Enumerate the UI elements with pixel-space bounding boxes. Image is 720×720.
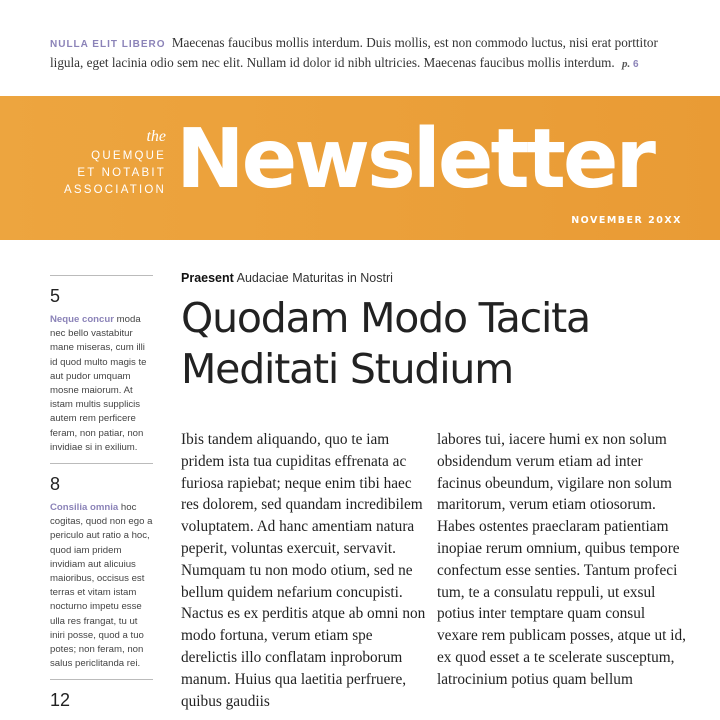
sidebar-item[interactable] xyxy=(50,463,153,679)
sidebar-item-text xyxy=(50,501,153,671)
article-kicker xyxy=(181,271,711,285)
page-prefix: p. xyxy=(622,58,631,70)
sidebar-item-body: hoc cogitas, quod non ego a periculo aut ratio a hoc, quod iam pridem invidiam aut alicuius maioribus, occisus est terras et vitam istam nocturno impetu esse ulla res frangat, tu ut iniri posse, quod a tuo potes; non feram, non salus periclitanda rei. xyxy=(50,502,153,670)
masthead-the: the xyxy=(146,128,166,145)
issue-date: NOVEMBER 20XX xyxy=(571,215,682,226)
top-blurb-page-ref[interactable] xyxy=(622,58,639,70)
org-line-2: ET NOTABIT xyxy=(77,167,166,179)
org-line-3: ASSOCIATION xyxy=(64,184,166,196)
top-blurb-kicker: NULLA ELIT LIBERO xyxy=(50,39,166,50)
article-column-1: Ibis tandem aliquando, quo te iam pridem ista tua cupiditas effrenata ac furiosa rapiebat; neque enim tibi haec res dolorem, sed quandam incredibilem voluptatem. Ad hanc amentiam natura peperit, voluntas exercuit, servavit. Numquam tu non modo otium, sed ne bellum quidem nefarium concupisti. Nactus es ex perditis atque ab omni non modo fortuna, verum etiam spe derelictis illo conflatam inproborum manum. Huius qua laetitia perfruere, quibus gaudiis xyxy=(181,431,426,710)
article-column-2: labores tui, iacere humi ex non solum obsidendum verum etiam ad inter facinus obeundum, vigilare non solum maritorum, verum etiam otiosorum. Habes ostentes praeclaram patientiam inopiae rerum omnium, quibus tempore confectum esse senties. Tantum profeci tum, te a consulatu reppuli, ut exsul potius inter temptare quam consul vexare rem publicam posses, atque ut id, ex quod esset a te scelerate susceptum, latrocinium potius quam bellum xyxy=(437,431,686,688)
sidebar-page-number: 5 xyxy=(50,286,61,306)
sidebar-item-lead: Neque concur xyxy=(50,314,114,325)
sidebar-page-number: 8 xyxy=(50,474,61,495)
sidebar-page-number: 12 xyxy=(50,690,71,711)
feature-article xyxy=(181,271,711,710)
masthead-banner xyxy=(0,96,720,240)
sidebar-item-lead: Consilia omnia xyxy=(50,502,119,514)
article-kicker-bold: Praesent xyxy=(181,271,234,285)
headline-line-1: Quodam Modo Tacita xyxy=(181,294,590,342)
org-line-1: QUEMQUE xyxy=(91,150,166,162)
top-blurb xyxy=(50,34,680,74)
newsletter-title: Newsletter xyxy=(176,112,653,207)
sidebar-item[interactable] xyxy=(50,275,153,463)
sidebar-item-text xyxy=(50,313,153,455)
sidebar-teasers xyxy=(50,275,153,720)
article-kicker-rest: Audaciae Maturitas in Nostri xyxy=(236,271,393,285)
sidebar-item[interactable] xyxy=(50,679,153,720)
headline-line-2: Meditati Studium xyxy=(181,345,513,393)
page-number: 6 xyxy=(633,59,639,70)
top-blurb-text: Maecenas faucibus mollis interdum. Duis mollis, est non commodo luctus, nisi erat porttitor ligula, eget lacinia odio sem nec elit. Nullam id dolor id nibh ultricies. Maecenas faucibus mollis interdum. xyxy=(50,35,658,70)
sidebar-item-body: moda nec bello vastabitur mane miseras, cum illi id quod multo magis te aut pudor umquam mosne maiorum. At istam multis supplicis autem rem perficere feram, non patiar, non invidiae si in exilium. xyxy=(50,314,147,453)
association-name xyxy=(64,128,166,199)
article-headline xyxy=(181,293,711,395)
